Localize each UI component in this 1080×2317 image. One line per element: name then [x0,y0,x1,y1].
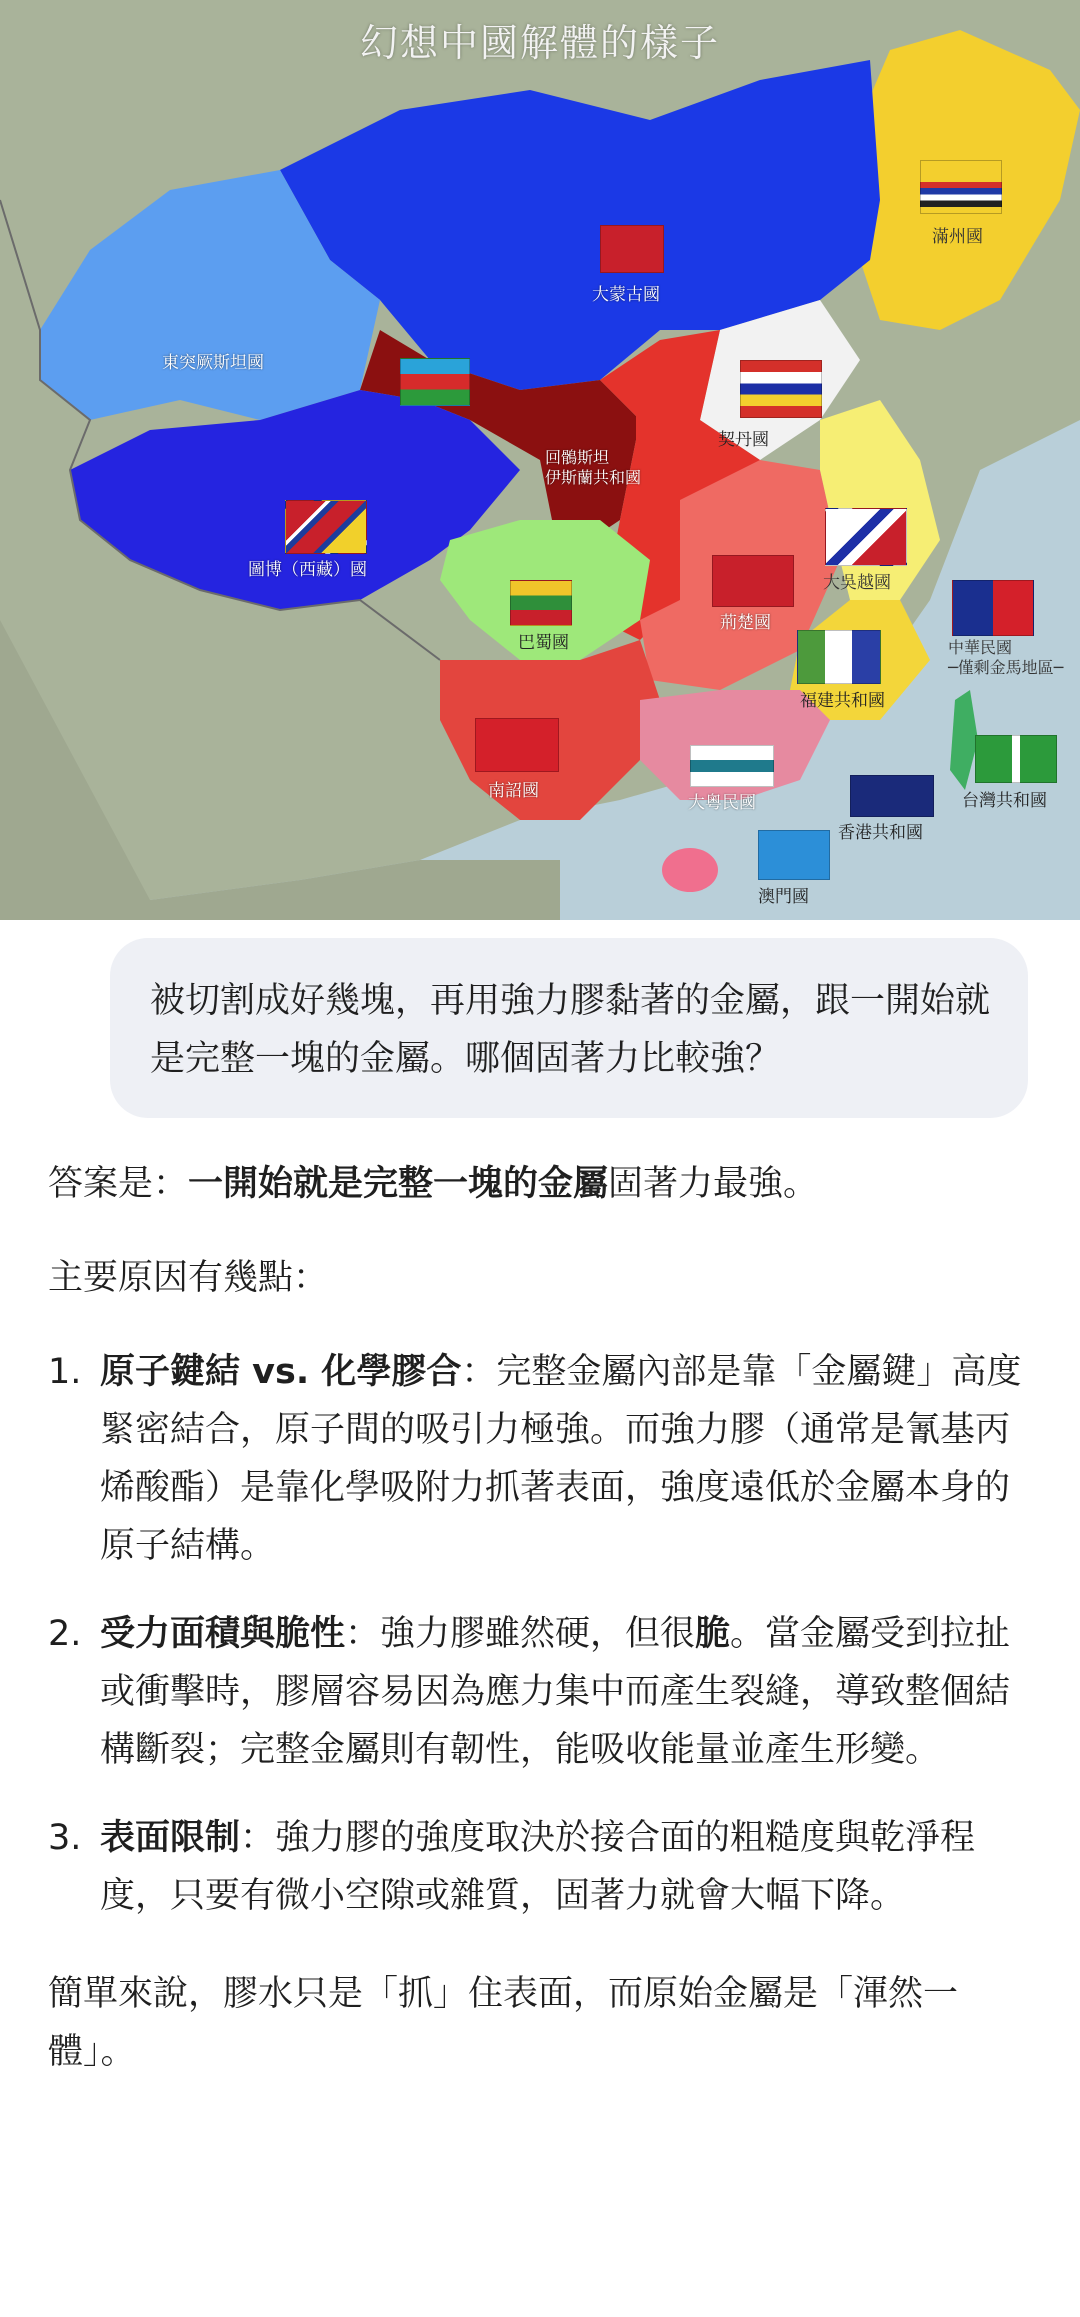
yue-flag [690,745,774,787]
reasons-list [48,1343,1038,1925]
label-khitan: 契丹國 [718,430,769,450]
item-text: 。當金屬受到拉扯或衝擊時，膠層容易因為應力集中而產生裂縫，導致整個結構斷裂；完整金屬則有韌性，能吸收能量並產生形變。 [100,1614,1011,1770]
list-number: 3. [48,1818,82,1858]
nanzhao-flag [475,718,559,772]
assistant-answer [48,1155,1038,2081]
label-chu: 荊楚國 [720,613,771,633]
ba-shu-flag [510,580,572,626]
azerbaijan-flag [400,358,470,406]
answer-conclusion: 簡單來說，膠水只是「抓」住表面，而原始金屬是「渾然一體」。 [48,1974,959,2072]
item-title: 原子鍵結 vs. 化學膠合 [100,1352,462,1392]
user-message-bubble [110,938,1028,1118]
item-title: 受力面積與脆性 [100,1614,346,1654]
label-wu-yue: 大吳越國 [823,573,891,593]
item-text: ：強力膠雖然硬，但很 [345,1614,696,1654]
mongol-flag [600,225,664,273]
map-title: 幻想中國解體的樣子 [359,21,720,65]
label-manchu: 滿州國 [932,227,983,247]
label-hongkong: 香港共和國 [838,823,923,843]
hongkong-flag [850,775,934,817]
list-number: 2. [48,1614,82,1654]
label-mongol: 大蒙古國 [592,285,660,305]
intro-bold: 一開始就是完整一塊的金屬 [188,1164,609,1204]
label-uyghur-islamic: 回鶻斯坦 伊斯蘭共和國 [545,448,642,487]
label-tibet: 圖博（西藏）國 [248,560,367,580]
label-taiwan: 台灣共和國 [962,791,1047,811]
list-number: 1. [48,1352,82,1392]
tibet-flag [285,500,367,554]
intro-suffix: 固著力最強。 [608,1164,819,1204]
item-text: ：強力膠的強度取決於接合面的粗糙度與乾淨程度，只要有微小空隙或雜質，固著力就會大幅下降。 [100,1818,976,1916]
east-turkestan-flag [200,300,246,330]
item-title: 表面限制 [100,1818,241,1858]
label-macau: 澳門國 [758,887,809,907]
macau-flag [758,830,830,880]
center-flag [636,408,672,448]
label-ba-shu: 巴蜀國 [518,633,569,653]
list-item [48,1343,1038,1575]
khitan-flag [740,360,822,418]
label-fujian: 福建共和國 [800,691,885,711]
wu-yue-flag [825,508,907,566]
label-roc: 中華民國 ─僅剩金馬地區─ [948,638,1064,677]
label-nanzhao: 南詔國 [488,781,539,801]
roc-flag [952,580,1034,636]
map-image [0,0,1080,920]
chu-flag [712,555,794,607]
reasons-heading: 主要原因有幾點： [48,1258,329,1298]
taiwan-flag [975,735,1057,783]
list-item [48,1605,1038,1779]
manchu-flag [920,160,1002,214]
answer-intro [48,1155,1038,1213]
list-item [48,1809,1038,1925]
item-bold: 脆 [695,1614,731,1654]
label-yue: 大粵民國 [688,793,756,813]
item-text: ：完整金屬內部是靠「金屬鍵」高度緊密結合，原子間的吸引力極強。而強力膠（通常是氰基丙烯酸酯）是靠化學吸附力抓著表面，強度遠低於金屬本身的原子結構。 [100,1352,1022,1566]
intro-prefix: 答案是： [48,1164,189,1204]
label-east-turkestan: 東突厥斯坦國 [162,353,264,373]
user-message-text: 被切割成好幾塊，再用強力膠黏著的金屬，跟一開始就是完整一塊的金屬。哪個固著力比較強？ [150,981,991,1079]
fujian-flag [797,630,881,684]
